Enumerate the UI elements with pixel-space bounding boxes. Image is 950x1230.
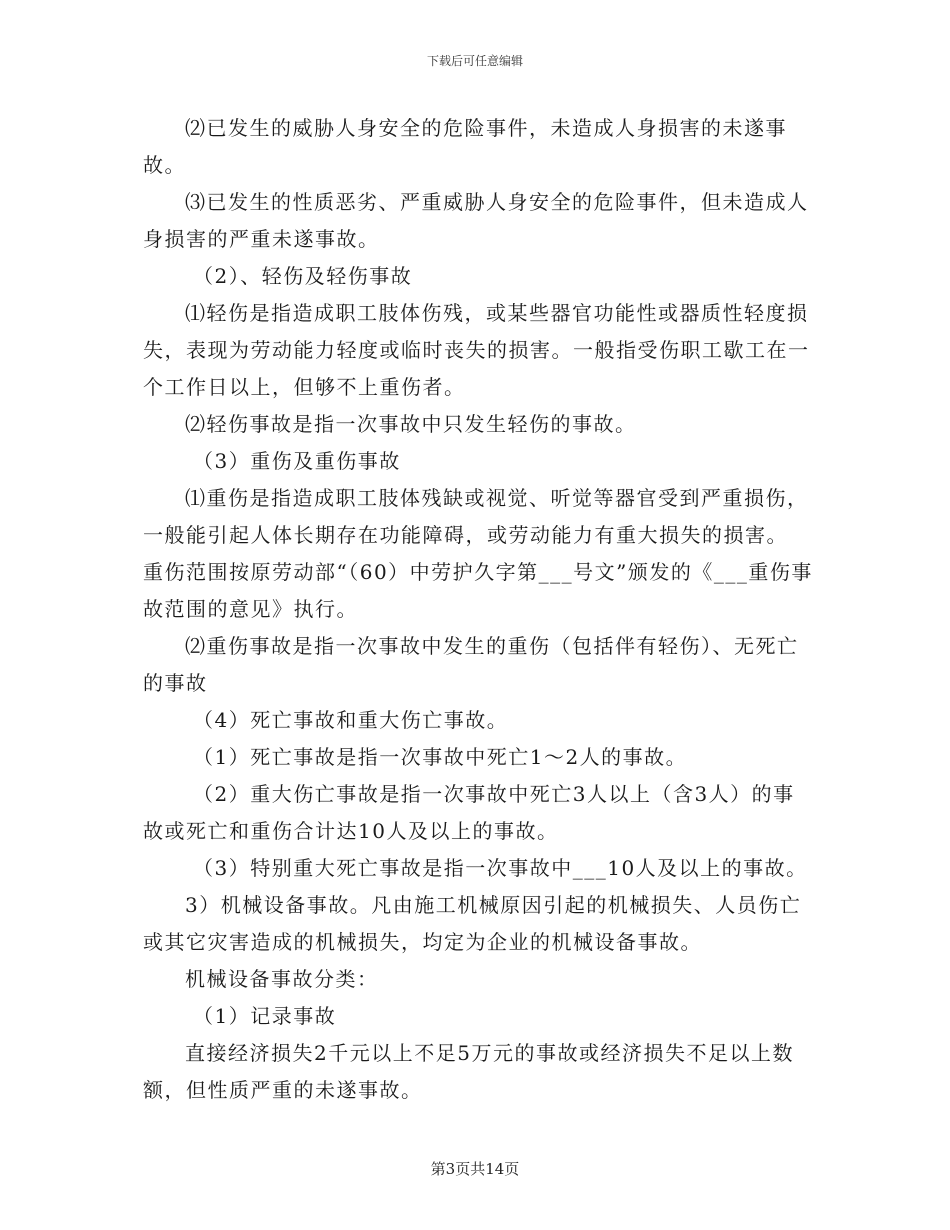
paragraph: ⑵重伤事故是指一次事故中发生的重伤（包括伴有轻伤）、无死亡的事故 [143, 634, 799, 695]
document-body [143, 110, 813, 1109]
paragraph: 3）机械设备事故。凡由施工机械原因引起的机械损失、人员伤亡或其它灾害造成的机械损失，均定为企业的机械设备事故。 [143, 893, 802, 954]
paragraph: 机械设备事故分类： [185, 967, 379, 991]
paragraph: （3）重伤及重伤事故 [193, 449, 401, 473]
paragraph: ⑵已发生的威胁人身安全的危险事件，未造成人身损害的未遂事故。 [143, 116, 787, 177]
page-footer: 第3页共14页 [430, 1160, 520, 1178]
paragraph: 直接经济损失2千元以上不足5万元的事故或经济损失不足以上数额，但性质严重的未遂事故。 [143, 1041, 794, 1102]
paragraph: （2）、轻伤及轻伤事故 [193, 264, 413, 288]
paragraph: （1）死亡事故是指一次事故中死亡1～2人的事故。 [193, 745, 688, 769]
paragraph: ⑵轻伤事故是指一次事故中只发生轻伤的事故。 [185, 412, 637, 436]
paragraph: ⑴重伤是指造成职工肢体残缺或视觉、听觉等器官受到严重损伤，一般能引起人体长期存在功能障碍，或劳动能力有重大损失的损害。 [143, 486, 809, 547]
paragraph: 重伤范围按原劳动部“（60）中劳护久字第___号文”颁发的《___重伤事故范围的意见》执行。 [143, 560, 813, 621]
paragraph: （3）特别重大死亡事故是指一次事故中___10人及以上的事故。 [193, 856, 808, 880]
page-header: 下载后可任意编辑 [426, 54, 523, 68]
paragraph: （4）死亡事故和重大伤亡事故。 [193, 708, 509, 732]
paragraph: （2）重大伤亡事故是指一次事故中死亡3人以上（含3人）的事故或死亡和重伤合计达10人及以上的事故。 [143, 782, 795, 843]
paragraph: ⑶已发生的性质恶劣、严重威胁人身安全的危险事件，但未造成人身损害的严重未遂事故。 [143, 190, 809, 251]
paragraph: ⑴轻伤是指造成职工肢体伤残，或某些器官功能性或器质性轻度损失，表现为劳动能力轻度或临时丧失的损害。一般指受伤职工歇工在一个工作日以上，但够不上重伤者。 [143, 301, 810, 399]
paragraph: （1）记录事故 [193, 1004, 337, 1028]
